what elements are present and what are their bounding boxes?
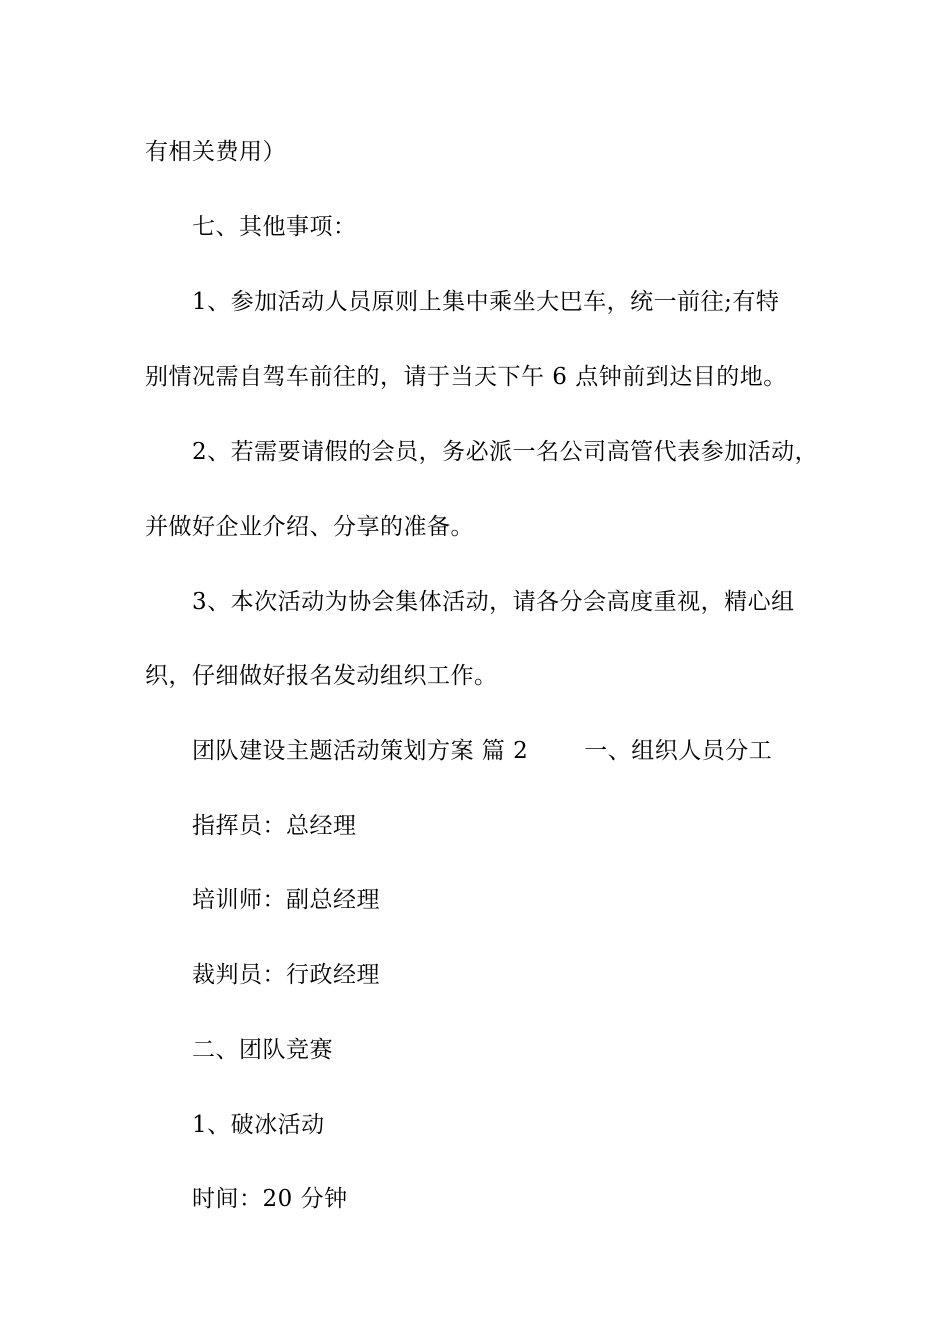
paragraph-line: 指挥员：总经理	[192, 813, 357, 839]
paragraph-line: 1、破冰活动	[192, 1112, 325, 1138]
section-heading: 一、组织人员分工	[584, 738, 773, 764]
paragraph-line: 有相关费用）	[145, 139, 286, 165]
paragraph-line: 裁判员：行政经理	[192, 962, 380, 988]
section-heading: 二、团队竞赛	[192, 1037, 333, 1063]
paragraph-line: 并做好企业介绍、分享的准备。	[145, 514, 474, 540]
paragraph-line: 2、若需要请假的会员，务必派一名公司高管代表参加活动，	[192, 439, 819, 465]
document-title-line	[192, 736, 772, 766]
paragraph-line: 时间：20 分钟	[192, 1186, 348, 1212]
paragraph-line: 织，仔细做好报名发动组织工作。	[145, 663, 498, 689]
document-title: 团队建设主题活动策划方案 篇 2	[192, 738, 529, 764]
paragraph-line: 培训师：副总经理	[192, 887, 380, 913]
section-heading: 七、其他事项：	[192, 214, 357, 240]
paragraph-line: 1、参加活动人员原则上集中乘坐大巴车，统一前往;有特	[192, 289, 780, 315]
paragraph-line: 别情况需自驾车前往的，请于当天下午 6 点钟前到达目的地。	[145, 364, 787, 390]
paragraph-line: 3、本次活动为协会集体活动，请各分会高度重视，精心组	[192, 589, 795, 615]
